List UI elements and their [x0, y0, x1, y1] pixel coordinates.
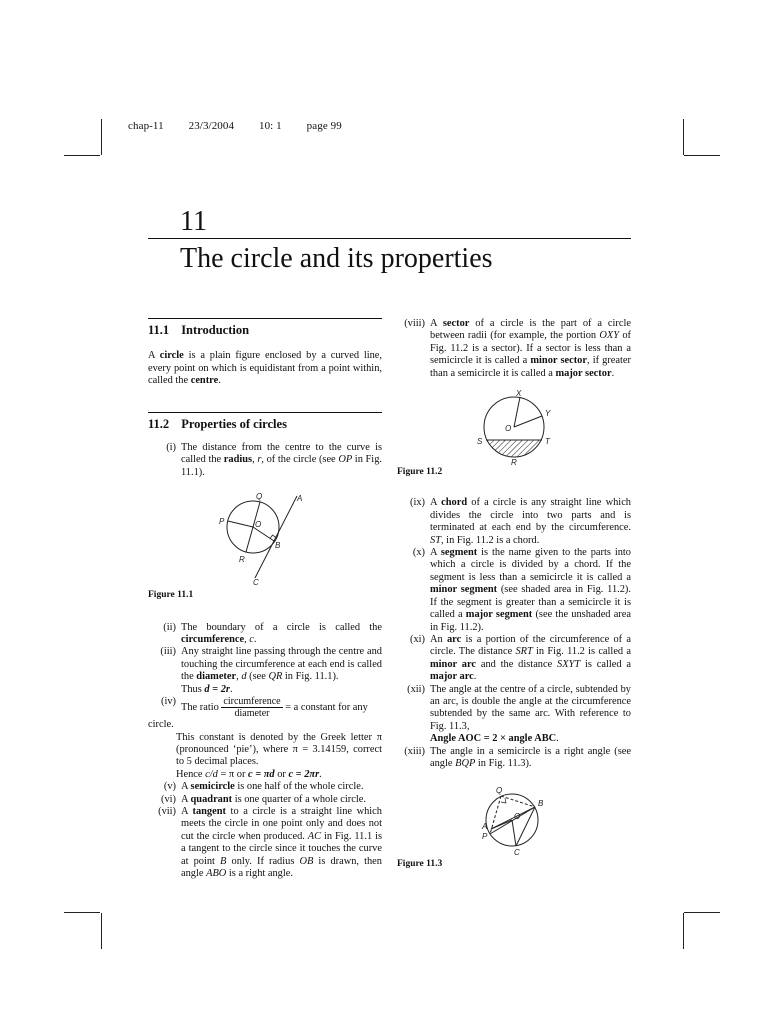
- text-run: is one quarter of a whole circle.: [232, 793, 366, 805]
- list-item-viii: [397, 318, 631, 380]
- list-item-iv: [148, 696, 382, 719]
- running-head: [128, 120, 364, 132]
- text-run: A: [148, 350, 160, 362]
- term: radius: [223, 454, 253, 466]
- list-item-text: [181, 806, 382, 880]
- intro-paragraph: [148, 350, 382, 387]
- crop-mark: [683, 119, 684, 155]
- text-run: The angle at the centre of a circle, subtended by an arc, is double the angle at the circumference subtended by the same arc. With reference to Fig. 11.3,: [430, 683, 631, 732]
- text-run: is a plain figure enclosed by a curved line, every point on which is equidistant from a point within, called the: [148, 350, 383, 387]
- text-run: only. If radius: [226, 855, 300, 867]
- list-item-text: [181, 794, 382, 806]
- list-item-text: [181, 781, 382, 793]
- fraction-denominator: diameter: [234, 708, 270, 720]
- chapter-title: The circle and its properties: [180, 243, 493, 274]
- text-run: ,: [236, 671, 242, 683]
- math-symbol: c/d: [205, 768, 218, 780]
- text-run: = a constant for any: [282, 701, 368, 713]
- list-item-ix: [397, 497, 631, 547]
- figure-caption: Figure 11.2: [397, 467, 443, 478]
- term: circumference: [181, 634, 245, 646]
- list-item-continuation: This constant is denoted by the Greek letter π (pronounced ‘pie’), where π = 3.14159, correct to 5 decimal places.: [176, 731, 382, 768]
- list-item-iii: [148, 646, 382, 696]
- text-run: .: [319, 768, 322, 780]
- text-run: .: [611, 367, 615, 379]
- text-run: The distance from the centre to the curve is called the: [181, 442, 382, 466]
- crop-mark: [684, 912, 720, 913]
- term: chord: [441, 497, 468, 509]
- running-head-time: 10: 1: [258, 120, 282, 132]
- text-run: The ratio: [181, 701, 222, 713]
- math-symbol: SXYT: [557, 658, 581, 670]
- list-item-text: [181, 696, 382, 719]
- label-X: X: [516, 389, 522, 399]
- crop-mark: [64, 912, 100, 913]
- label-O: O: [514, 812, 521, 822]
- text-run: of a circle is the part of a circle between radii (for example, the portion: [430, 318, 631, 342]
- text-run: is a portion of the circumference of a circle. The distance: [430, 633, 632, 658]
- crop-mark: [101, 913, 102, 949]
- label-P: P: [482, 832, 488, 842]
- math-symbol: r: [257, 454, 262, 466]
- crop-mark: [683, 913, 684, 949]
- math-symbol: B: [220, 855, 227, 867]
- list-item-label: (xiii): [404, 745, 425, 757]
- term: diameter: [196, 671, 237, 683]
- text-run: Hence: [176, 768, 206, 780]
- section-number: 11.2: [148, 416, 170, 431]
- text-run: in Fig. 11.1).: [181, 454, 382, 478]
- list-item-vii: [148, 806, 382, 880]
- radius-OP: [228, 521, 253, 527]
- text-run: (see the unshaded area in Fig. 11.2).: [430, 609, 631, 633]
- tangent-AC: [255, 496, 297, 578]
- figure-caption: Figure 11.3: [397, 859, 443, 870]
- term: major sector: [555, 367, 612, 379]
- list-item-label: (vii): [158, 805, 176, 817]
- math-symbol: ST: [430, 534, 441, 546]
- list-item-vi: [148, 794, 382, 806]
- text-run: Any straight line passing through the centre and touching the circumference at each end is called the: [181, 646, 382, 683]
- section-number: 11.1: [148, 323, 170, 337]
- text-run: A: [430, 497, 442, 509]
- figure-11-3-diagram: [474, 786, 554, 856]
- fraction: [221, 696, 282, 719]
- list-item-xi: [397, 634, 631, 684]
- label-S: S: [477, 437, 483, 447]
- list-item-v: [148, 781, 382, 793]
- text-run: to a circle is a straight line which meets the circle in one point only and does not cut the circle when produced.: [181, 805, 382, 842]
- term: major segment: [465, 609, 533, 621]
- math-symbol: OP: [338, 454, 353, 466]
- list-item-text: [181, 646, 382, 696]
- label-P: P: [219, 517, 225, 527]
- chapter-number: 11: [180, 206, 207, 237]
- text-run: in Fig. 11.2 is called a: [532, 646, 631, 658]
- running-head-chapter: chap-11: [128, 120, 164, 132]
- section-title: Introduction: [181, 323, 250, 337]
- list-item-label: (ii): [163, 621, 176, 633]
- text-run: in Fig. 11.3).: [475, 757, 532, 769]
- label-O: O: [505, 424, 512, 434]
- text-run: The angle in a semicircle is a right angle (see angle: [430, 745, 631, 769]
- left-column: [148, 318, 382, 894]
- text-run: circle.: [148, 719, 174, 731]
- list-item-label: (xii): [407, 683, 425, 695]
- figure-11-2-diagram: [459, 389, 569, 468]
- math-symbol: c: [249, 634, 254, 646]
- text-run: is one half of the whole circle.: [234, 781, 364, 793]
- term: minor sector: [530, 355, 587, 367]
- list-item-label: (ix): [409, 497, 425, 509]
- text-run: , of the circle (see: [261, 454, 339, 466]
- list-item-label: (viii): [404, 318, 425, 329]
- radius-OX: [514, 397, 520, 427]
- math-symbol: QR: [268, 671, 283, 683]
- list-item-x: [397, 547, 631, 634]
- label-A: A: [482, 822, 488, 832]
- list-item-text: [181, 442, 382, 479]
- fraction-numerator: circumference: [223, 696, 281, 708]
- list-item-label: (iii): [160, 646, 176, 658]
- label-C: C: [514, 848, 520, 858]
- term: sector: [442, 318, 470, 329]
- section-heading: [148, 418, 382, 430]
- term: segment: [440, 547, 478, 559]
- list-item-text: [430, 497, 631, 547]
- math-symbol: BQP: [455, 757, 476, 769]
- chapter-rule: [148, 238, 631, 239]
- list-item-i: [148, 442, 382, 479]
- list-item-continuation: [148, 769, 382, 781]
- math-symbol: OB: [299, 855, 314, 867]
- term: minor arc: [430, 658, 476, 670]
- math-symbol: ABO: [206, 867, 227, 879]
- label-Q: Q: [256, 492, 263, 502]
- text-run: ,: [244, 634, 250, 646]
- term: quadrant: [190, 793, 233, 805]
- text-run: .: [556, 733, 559, 745]
- radius-OY: [514, 416, 542, 427]
- text-run: .: [229, 683, 233, 695]
- list-item-text: [430, 547, 631, 634]
- section-heading: [148, 324, 382, 336]
- text-run: , in Fig. 11.2 is a chord.: [440, 534, 540, 546]
- crop-mark: [64, 155, 100, 156]
- label-B: B: [538, 799, 544, 809]
- text-run: .: [218, 375, 221, 387]
- text-run: (see: [246, 671, 269, 683]
- term-circle: circle: [159, 350, 184, 362]
- list-item-text: [430, 318, 631, 380]
- text-run: in Fig. 11.1 is a tangent to the circle since it touches the curve at point: [181, 830, 382, 867]
- figure-caption: Figure 11.1: [148, 590, 194, 601]
- text-run: A: [430, 547, 441, 559]
- term: tangent: [192, 805, 226, 817]
- term: arc: [446, 633, 462, 645]
- text-run: The boundary of a circle is called the: [181, 621, 382, 633]
- text-run: .: [253, 634, 257, 646]
- text-run: , if greater than a semicircle it is called a: [430, 355, 631, 379]
- text-run: is a right angle.: [226, 867, 293, 879]
- list-item-label: (i): [166, 442, 176, 454]
- label-Y: Y: [545, 409, 551, 419]
- math-symbol: SRT: [515, 646, 533, 658]
- list-item-text: [430, 634, 631, 684]
- term: major arc: [430, 671, 474, 683]
- list-item-ii: [148, 622, 382, 647]
- text-run: A: [181, 781, 191, 793]
- text-run: Thus: [181, 683, 205, 695]
- formula: c = πd: [248, 768, 275, 780]
- section-title: Properties of circles: [181, 416, 287, 431]
- label-R: R: [239, 555, 245, 565]
- list-item-xii: [397, 684, 631, 746]
- text-run: is the name given to the parts into which a circle is divided by a chord. If the segment is less than a semicircle it is called a: [430, 547, 631, 583]
- section-11-2: [148, 412, 382, 881]
- list-item-label: (v): [163, 781, 176, 793]
- label-A: A: [297, 494, 303, 504]
- text-run: and the distance: [476, 658, 558, 670]
- list-item-label: (vi): [160, 793, 176, 805]
- crop-mark: [101, 119, 102, 155]
- running-head-page: page 99: [306, 120, 342, 132]
- formula: c = 2πr: [288, 768, 320, 780]
- list-item-text: [430, 684, 631, 746]
- label-B: B: [275, 541, 281, 551]
- section-11-1: [148, 318, 382, 388]
- label-Q: Q: [496, 786, 503, 796]
- right-angle-mark: [501, 798, 506, 803]
- term: minor segment: [430, 584, 498, 596]
- text-run: An: [430, 633, 447, 645]
- text-run: = π or: [217, 768, 248, 780]
- label-R: R: [511, 458, 517, 468]
- math-symbol: OXY: [599, 330, 620, 342]
- list-item-text: [181, 622, 382, 647]
- list-item-label: (x): [412, 547, 425, 559]
- crop-mark: [684, 155, 720, 156]
- text-run: of Fig. 11.2 is a sector). If a sector is less than a semicircle it is called a: [430, 330, 631, 367]
- text-run: A: [430, 318, 443, 329]
- text-run: (see shaded area in Fig. 11.2). If the segment is greater than a semicircle it is called a: [430, 584, 631, 621]
- list-item-label: (xi): [409, 633, 425, 645]
- label-O: O: [255, 520, 262, 530]
- text-run: in Fig. 11.1).: [282, 671, 339, 683]
- text-run: is drawn, then angle: [181, 855, 382, 879]
- list-item-label: (iv): [160, 696, 176, 708]
- text-run: or: [274, 768, 289, 780]
- list-item-text: [430, 746, 631, 771]
- text-run: ,: [252, 454, 258, 466]
- running-head-date: 23/3/2004: [188, 120, 235, 132]
- math-symbol: d: [241, 671, 247, 683]
- list-item-xiii: [397, 746, 631, 771]
- radius-OC: [512, 820, 516, 846]
- text-run: of a circle is any straight line which divides the circle into two parts and is terminated at each end by the circumference.: [430, 497, 631, 534]
- label-T: T: [545, 437, 550, 447]
- radius-OB: [253, 527, 274, 541]
- term-centre: centre: [190, 375, 219, 387]
- figure-11-1-diagram: [205, 489, 325, 588]
- formula: d = 2r: [204, 683, 230, 695]
- math-symbol: AC: [307, 830, 322, 842]
- text-run: A: [181, 793, 191, 805]
- term: semicircle: [190, 781, 235, 793]
- text-run: is called a: [580, 658, 631, 670]
- right-column: [397, 318, 631, 871]
- text-run: A: [181, 805, 193, 817]
- text-run: .: [473, 671, 477, 683]
- theorem: Angle AOC = 2 × angle ABC: [430, 733, 557, 745]
- label-C: C: [253, 578, 259, 588]
